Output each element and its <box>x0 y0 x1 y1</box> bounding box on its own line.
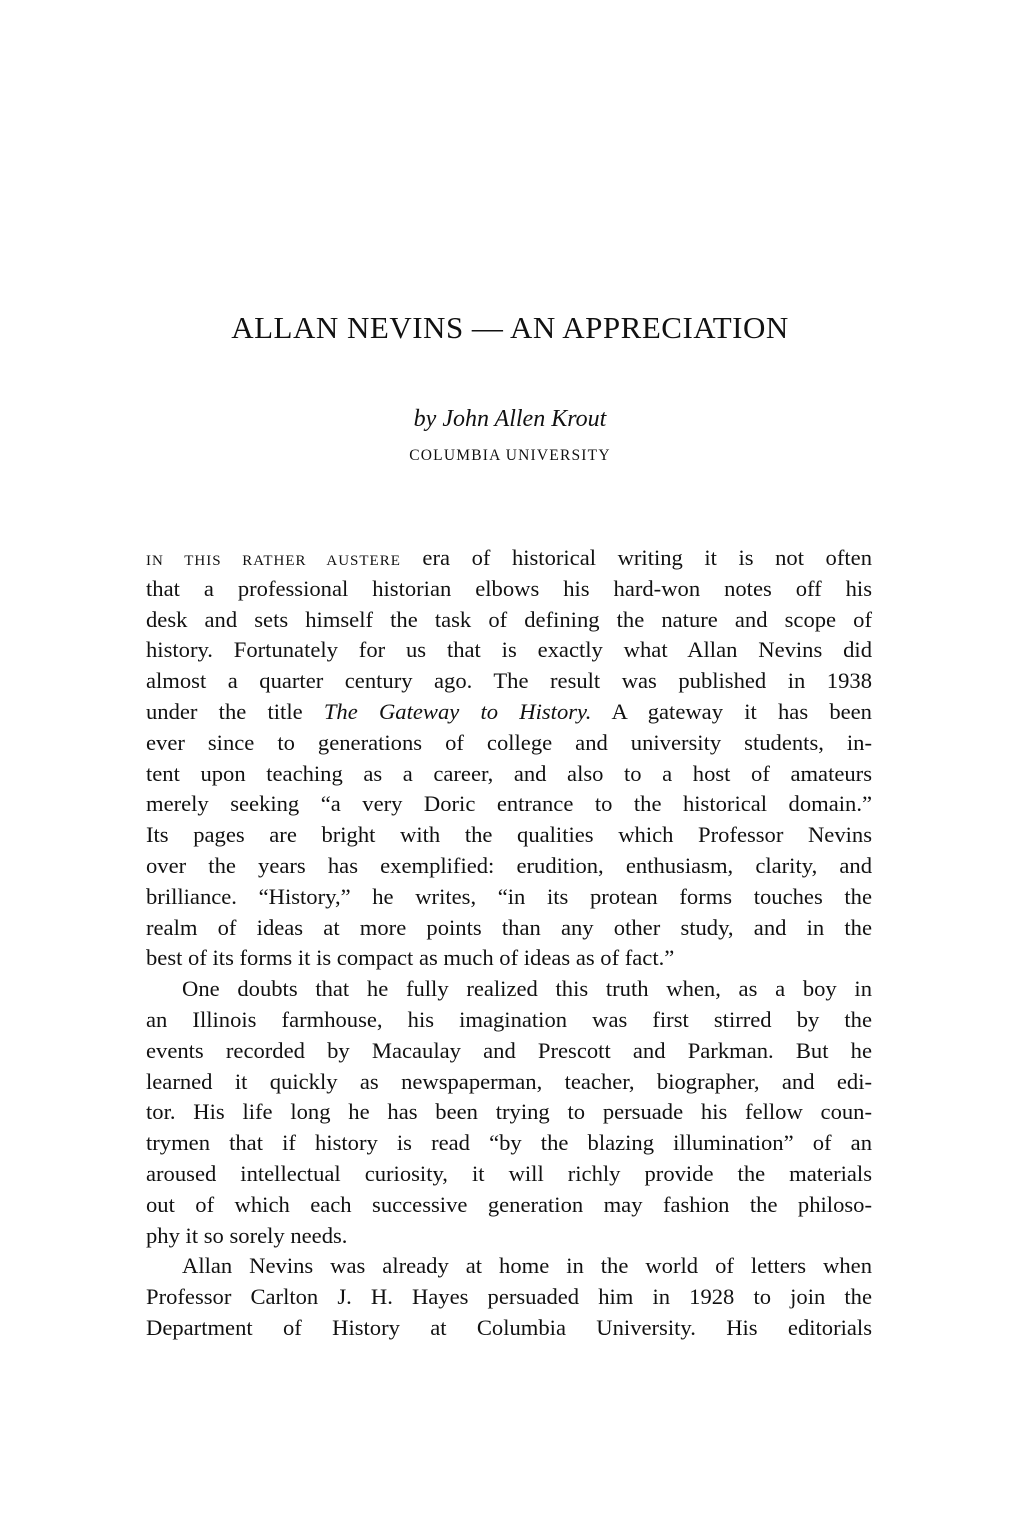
text-line <box>146 697 872 728</box>
author-name: John Allen Krout <box>442 406 607 432</box>
lead-in-smallcaps: IN THIS RATHER AUSTERE <box>146 553 401 569</box>
text-line: best of its forms it is compact as much of ideas as of fact.” <box>146 945 675 971</box>
paragraph-3 <box>146 1251 872 1343</box>
text-line: an Illinois farmhouse, his imagination was first stirred by the <box>146 1006 872 1032</box>
text-line: phy it so sorely needs. <box>146 1222 348 1248</box>
byline-prefix: by <box>413 406 437 432</box>
text-line: Its pages are bright with the qualities which Professor Nevins <box>146 822 872 848</box>
text-line: that a professional historian elbows his hard-won notes off his <box>146 575 872 601</box>
text-line: learned it quickly as newspaperman, teacher, biographer, and edi- <box>146 1068 872 1094</box>
author-affiliation: COLUMBIA UNIVERSITY <box>409 447 611 464</box>
text-line: aroused intellectual curiosity, it will richly provide the materials <box>146 1160 872 1186</box>
text-line: merely seeking “a very Doric entrance to the historical domain.” <box>146 791 872 817</box>
text-line: almost a quarter century ago. The result was published in 1938 <box>146 668 872 694</box>
text-line: One doubts that he fully realized this truth when, as a boy in <box>182 976 872 1002</box>
text-line: Allan Nevins was already at home in the world of letters when <box>182 1253 872 1279</box>
paragraph-1 <box>146 543 872 974</box>
page-title: ALLAN NEVINS — AN APPRECIATION <box>231 310 789 345</box>
article-body <box>146 543 872 1344</box>
text-line: brilliance. “History,” he writes, “in its protean forms touches the <box>146 883 872 909</box>
text-line: realm of ideas at more points than any other study, and in the <box>146 914 872 940</box>
text-line: Professor Carlton J. H. Hayes persuaded him in 1928 to join the <box>146 1284 872 1310</box>
text-line: Department of History at Columbia University. His editorials <box>146 1314 872 1340</box>
byline <box>0 403 1020 435</box>
text-line: history. Fortunately for us that is exactly what Allan Nevins did <box>146 637 872 663</box>
text-line: out of which each successive generation may fashion the philoso- <box>146 1191 872 1217</box>
text-segment: era of historical writing it is not often <box>400 545 872 570</box>
text-line <box>146 543 872 574</box>
text-segment: under the title <box>146 698 324 724</box>
text-line: trymen that if history is read “by the blazing illumination” of an <box>146 1130 872 1156</box>
text-line: desk and sets himself the task of defining the nature and scope of <box>146 606 872 632</box>
text-segment: A gateway it has been <box>591 698 872 724</box>
text-line: ever since to generations of college and university students, in- <box>146 729 872 755</box>
text-line: events recorded by Macaulay and Prescott and Parkman. But he <box>146 1037 872 1063</box>
paragraph-2 <box>146 974 872 1251</box>
text-line: tent upon teaching as a career, and also to a host of amateurs <box>146 760 872 786</box>
text-line: tor. His life long he has been trying to persuade his fellow coun- <box>146 1099 872 1125</box>
text-line: over the years has exemplified: erudition, enthusiasm, clarity, and <box>146 852 872 878</box>
book-title: The Gateway to History. <box>323 698 592 724</box>
